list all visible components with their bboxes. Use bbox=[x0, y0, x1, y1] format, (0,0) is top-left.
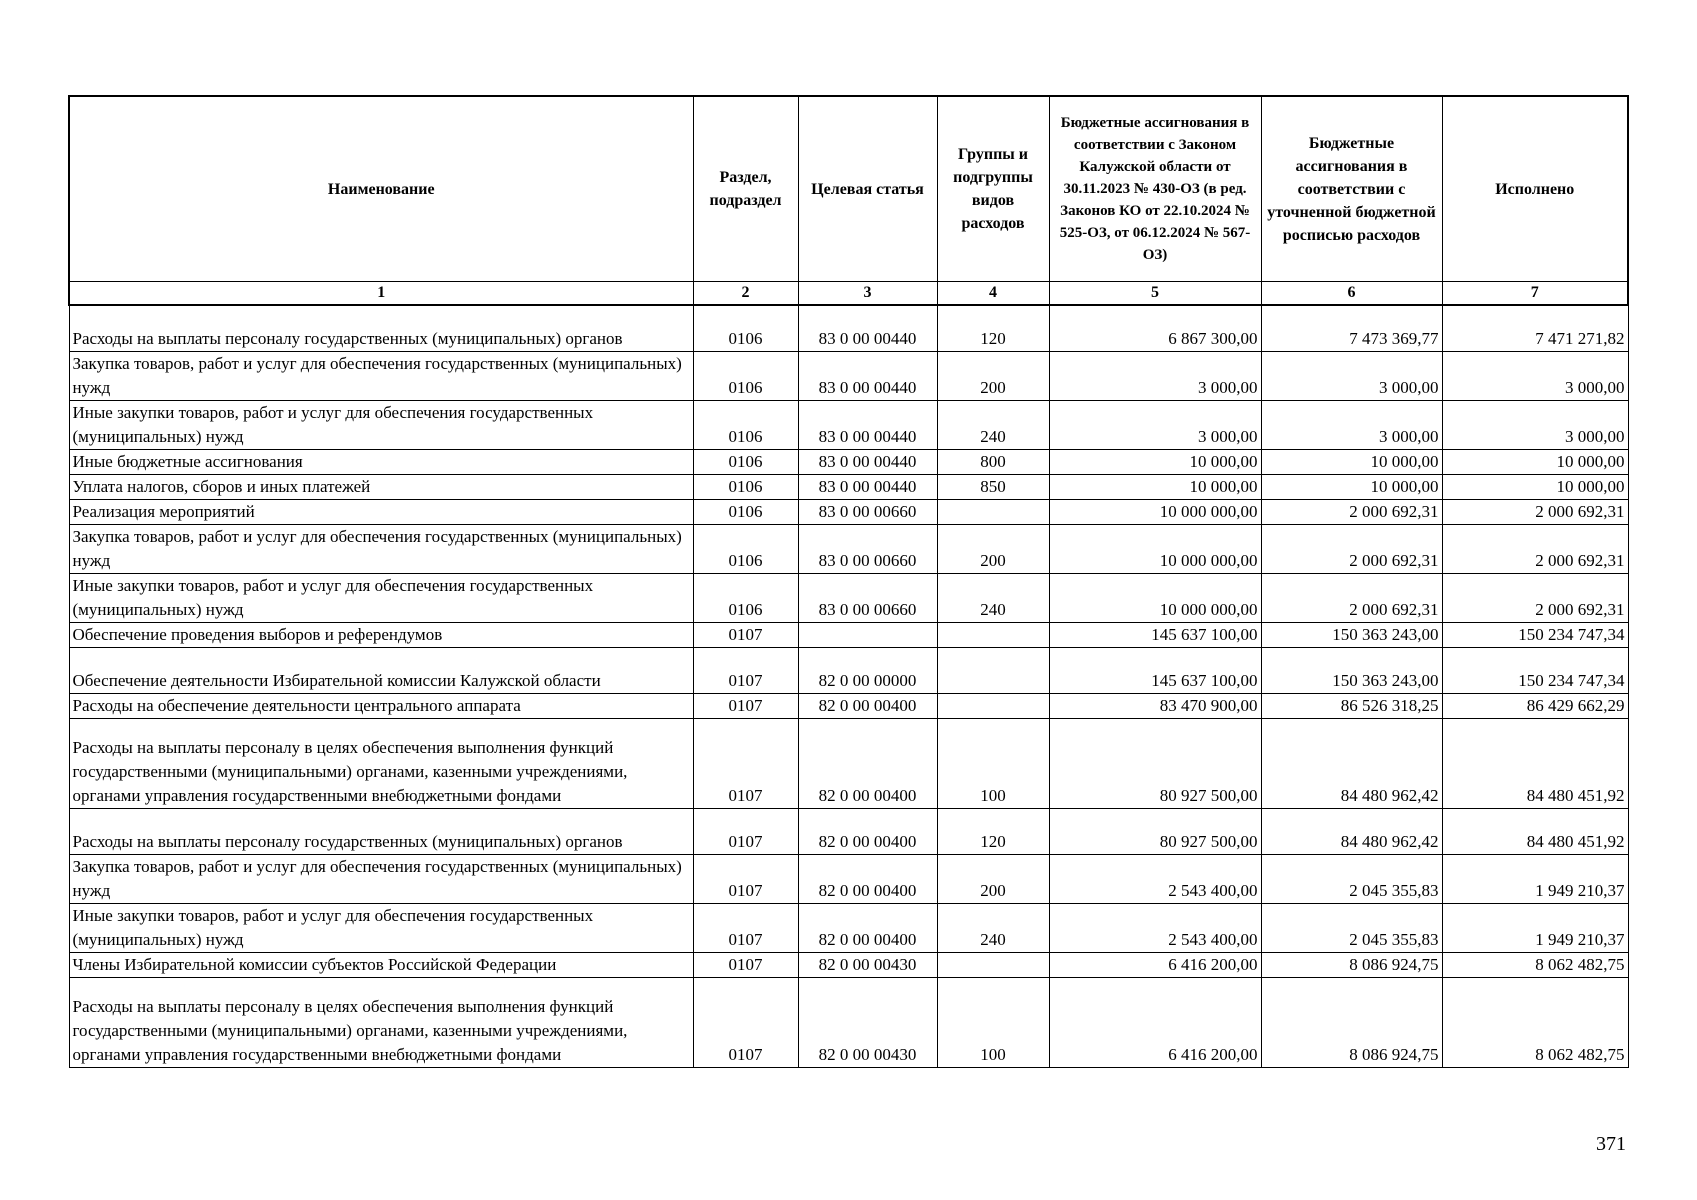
row-plan-amount: 150 363 243,00 bbox=[1261, 647, 1442, 693]
row-executed-amount: 3 000,00 bbox=[1442, 351, 1628, 400]
row-statya: 83 0 00 00660 bbox=[798, 573, 937, 622]
row-razdel: 0106 bbox=[693, 499, 798, 524]
column-number: 2 bbox=[693, 282, 798, 306]
table-body bbox=[69, 305, 1628, 1067]
row-statya: 82 0 00 00430 bbox=[798, 952, 937, 977]
row-law-amount: 6 416 200,00 bbox=[1049, 977, 1261, 1067]
row-law-amount: 83 470 900,00 bbox=[1049, 693, 1261, 718]
row-vid bbox=[937, 647, 1049, 693]
row-name: Иные закупки товаров, работ и услуг для обеспечения государственных (муниципальных) нужд bbox=[69, 400, 693, 449]
table-row bbox=[69, 903, 1628, 952]
column-number: 5 bbox=[1049, 282, 1261, 306]
row-name: Члены Избирательной комиссии субъектов Российской Федерации bbox=[69, 952, 693, 977]
row-plan-amount: 84 480 962,42 bbox=[1261, 808, 1442, 854]
table-row bbox=[69, 400, 1628, 449]
column-number-row bbox=[69, 282, 1628, 306]
row-razdel: 0107 bbox=[693, 808, 798, 854]
row-vid: 200 bbox=[937, 351, 1049, 400]
row-law-amount: 10 000,00 bbox=[1049, 449, 1261, 474]
row-razdel: 0107 bbox=[693, 718, 798, 808]
row-executed-amount: 2 000 692,31 bbox=[1442, 499, 1628, 524]
table-row bbox=[69, 351, 1628, 400]
header-vid: Группы и подгруппы видов расходов bbox=[937, 96, 1049, 282]
row-executed-amount: 2 000 692,31 bbox=[1442, 524, 1628, 573]
row-razdel: 0107 bbox=[693, 647, 798, 693]
row-statya: 83 0 00 00440 bbox=[798, 400, 937, 449]
row-statya: 82 0 00 00430 bbox=[798, 977, 937, 1067]
row-razdel: 0107 bbox=[693, 854, 798, 903]
row-executed-amount: 8 062 482,75 bbox=[1442, 977, 1628, 1067]
row-name: Обеспечение деятельности Избирательной комиссии Калужской области bbox=[69, 647, 693, 693]
row-vid: 100 bbox=[937, 977, 1049, 1067]
row-statya: 82 0 00 00400 bbox=[798, 718, 937, 808]
row-statya: 83 0 00 00440 bbox=[798, 474, 937, 499]
row-plan-amount: 8 086 924,75 bbox=[1261, 952, 1442, 977]
table-row bbox=[69, 647, 1628, 693]
row-vid: 120 bbox=[937, 305, 1049, 351]
row-plan-amount: 3 000,00 bbox=[1261, 400, 1442, 449]
row-razdel: 0106 bbox=[693, 400, 798, 449]
row-name: Расходы на выплаты персоналу государственных (муниципальных) органов bbox=[69, 808, 693, 854]
row-name: Расходы на выплаты персоналу в целях обеспечения выполнения функций государственными (муниципальными) органами, казенными учреждениями, органами управления государственными внебюджетными фондами bbox=[69, 718, 693, 808]
row-executed-amount: 1 949 210,37 bbox=[1442, 903, 1628, 952]
table-row bbox=[69, 808, 1628, 854]
table-row bbox=[69, 693, 1628, 718]
row-statya: 82 0 00 00400 bbox=[798, 854, 937, 903]
table-row bbox=[69, 499, 1628, 524]
row-plan-amount: 86 526 318,25 bbox=[1261, 693, 1442, 718]
header-plan-allocations: Бюджетные ассигнования в соответствии с уточненной бюджетной росписью расходов bbox=[1261, 96, 1442, 282]
row-plan-amount: 2 045 355,83 bbox=[1261, 903, 1442, 952]
row-statya: 82 0 00 00400 bbox=[798, 808, 937, 854]
row-executed-amount: 10 000,00 bbox=[1442, 474, 1628, 499]
row-statya: 83 0 00 00440 bbox=[798, 449, 937, 474]
row-statya: 82 0 00 00400 bbox=[798, 903, 937, 952]
table-row bbox=[69, 622, 1628, 647]
column-number: 6 bbox=[1261, 282, 1442, 306]
row-plan-amount: 10 000,00 bbox=[1261, 474, 1442, 499]
row-executed-amount: 7 471 271,82 bbox=[1442, 305, 1628, 351]
row-law-amount: 3 000,00 bbox=[1049, 400, 1261, 449]
row-executed-amount: 8 062 482,75 bbox=[1442, 952, 1628, 977]
header-law-allocations: Бюджетные ассигнования в соответствии с Законом Калужской области от 30.11.2023 № 430-ОЗ (в ред. Законов КО от 22.10.2024 № 525-ОЗ, от 06.12.2024 № 567-ОЗ) bbox=[1049, 96, 1261, 282]
row-razdel: 0107 bbox=[693, 622, 798, 647]
row-plan-amount: 7 473 369,77 bbox=[1261, 305, 1442, 351]
row-executed-amount: 150 234 747,34 bbox=[1442, 647, 1628, 693]
row-plan-amount: 2 000 692,31 bbox=[1261, 499, 1442, 524]
row-law-amount: 80 927 500,00 bbox=[1049, 808, 1261, 854]
header-executed: Исполнено bbox=[1442, 96, 1628, 282]
row-razdel: 0107 bbox=[693, 693, 798, 718]
table-row bbox=[69, 449, 1628, 474]
row-vid: 120 bbox=[937, 808, 1049, 854]
row-name: Реализация мероприятий bbox=[69, 499, 693, 524]
row-law-amount: 2 543 400,00 bbox=[1049, 854, 1261, 903]
row-vid: 240 bbox=[937, 573, 1049, 622]
row-executed-amount: 86 429 662,29 bbox=[1442, 693, 1628, 718]
row-vid: 200 bbox=[937, 854, 1049, 903]
row-law-amount: 145 637 100,00 bbox=[1049, 622, 1261, 647]
row-vid bbox=[937, 952, 1049, 977]
column-number: 7 bbox=[1442, 282, 1628, 306]
row-plan-amount: 10 000,00 bbox=[1261, 449, 1442, 474]
row-razdel: 0106 bbox=[693, 351, 798, 400]
row-law-amount: 80 927 500,00 bbox=[1049, 718, 1261, 808]
row-vid: 240 bbox=[937, 903, 1049, 952]
row-statya: 83 0 00 00440 bbox=[798, 351, 937, 400]
row-vid bbox=[937, 693, 1049, 718]
row-name: Иные закупки товаров, работ и услуг для обеспечения государственных (муниципальных) нужд bbox=[69, 573, 693, 622]
table-row bbox=[69, 854, 1628, 903]
table-row bbox=[69, 977, 1628, 1067]
row-plan-amount: 150 363 243,00 bbox=[1261, 622, 1442, 647]
row-name: Закупка товаров, работ и услуг для обеспечения государственных (муниципальных) нужд bbox=[69, 854, 693, 903]
row-law-amount: 2 543 400,00 bbox=[1049, 903, 1261, 952]
row-razdel: 0107 bbox=[693, 977, 798, 1067]
row-plan-amount: 84 480 962,42 bbox=[1261, 718, 1442, 808]
row-vid: 200 bbox=[937, 524, 1049, 573]
row-executed-amount: 1 949 210,37 bbox=[1442, 854, 1628, 903]
column-number: 3 bbox=[798, 282, 937, 306]
table-row bbox=[69, 524, 1628, 573]
page-number: 371 bbox=[1596, 1133, 1626, 1155]
row-plan-amount: 3 000,00 bbox=[1261, 351, 1442, 400]
row-law-amount: 10 000 000,00 bbox=[1049, 573, 1261, 622]
table-row bbox=[69, 305, 1628, 351]
row-vid: 100 bbox=[937, 718, 1049, 808]
row-name: Обеспечение проведения выборов и референдумов bbox=[69, 622, 693, 647]
row-vid bbox=[937, 499, 1049, 524]
row-razdel: 0107 bbox=[693, 903, 798, 952]
table-row bbox=[69, 474, 1628, 499]
row-vid: 240 bbox=[937, 400, 1049, 449]
row-executed-amount: 84 480 451,92 bbox=[1442, 808, 1628, 854]
row-name: Закупка товаров, работ и услуг для обеспечения государственных (муниципальных) нужд bbox=[69, 524, 693, 573]
header-statya: Целевая статья bbox=[798, 96, 937, 282]
row-law-amount: 3 000,00 bbox=[1049, 351, 1261, 400]
row-name: Расходы на выплаты персоналу в целях обеспечения выполнения функций государственными (муниципальными) органами, казенными учреждениями, органами управления государственными внебюджетными фондами bbox=[69, 977, 693, 1067]
row-razdel: 0106 bbox=[693, 474, 798, 499]
row-executed-amount: 2 000 692,31 bbox=[1442, 573, 1628, 622]
row-executed-amount: 3 000,00 bbox=[1442, 400, 1628, 449]
header-row bbox=[69, 96, 1628, 282]
row-name: Расходы на обеспечение деятельности центрального аппарата bbox=[69, 693, 693, 718]
table-row bbox=[69, 573, 1628, 622]
row-razdel: 0106 bbox=[693, 449, 798, 474]
column-number: 1 bbox=[69, 282, 693, 306]
row-name: Иные бюджетные ассигнования bbox=[69, 449, 693, 474]
row-plan-amount: 2 045 355,83 bbox=[1261, 854, 1442, 903]
row-plan-amount: 2 000 692,31 bbox=[1261, 524, 1442, 573]
row-vid: 850 bbox=[937, 474, 1049, 499]
table-row bbox=[69, 952, 1628, 977]
row-plan-amount: 2 000 692,31 bbox=[1261, 573, 1442, 622]
row-law-amount: 10 000,00 bbox=[1049, 474, 1261, 499]
row-vid bbox=[937, 622, 1049, 647]
row-statya: 83 0 00 00660 bbox=[798, 524, 937, 573]
row-razdel: 0106 bbox=[693, 524, 798, 573]
row-statya: 83 0 00 00440 bbox=[798, 305, 937, 351]
row-law-amount: 6 416 200,00 bbox=[1049, 952, 1261, 977]
row-statya: 82 0 00 00000 bbox=[798, 647, 937, 693]
row-razdel: 0106 bbox=[693, 573, 798, 622]
header-name: Наименование bbox=[69, 96, 693, 282]
row-statya: 83 0 00 00660 bbox=[798, 499, 937, 524]
row-executed-amount: 84 480 451,92 bbox=[1442, 718, 1628, 808]
row-name: Иные закупки товаров, работ и услуг для обеспечения государственных (муниципальных) нужд bbox=[69, 903, 693, 952]
row-statya bbox=[798, 622, 937, 647]
row-razdel: 0107 bbox=[693, 952, 798, 977]
row-law-amount: 6 867 300,00 bbox=[1049, 305, 1261, 351]
row-name: Расходы на выплаты персоналу государственных (муниципальных) органов bbox=[69, 305, 693, 351]
row-law-amount: 10 000 000,00 bbox=[1049, 524, 1261, 573]
header-razdel: Раздел, подраздел bbox=[693, 96, 798, 282]
column-number: 4 bbox=[937, 282, 1049, 306]
budget-table bbox=[68, 95, 1629, 1068]
row-executed-amount: 10 000,00 bbox=[1442, 449, 1628, 474]
row-law-amount: 10 000 000,00 bbox=[1049, 499, 1261, 524]
row-statya: 82 0 00 00400 bbox=[798, 693, 937, 718]
row-law-amount: 145 637 100,00 bbox=[1049, 647, 1261, 693]
row-plan-amount: 8 086 924,75 bbox=[1261, 977, 1442, 1067]
table-row bbox=[69, 718, 1628, 808]
row-executed-amount: 150 234 747,34 bbox=[1442, 622, 1628, 647]
row-vid: 800 bbox=[937, 449, 1049, 474]
row-name: Уплата налогов, сборов и иных платежей bbox=[69, 474, 693, 499]
row-name: Закупка товаров, работ и услуг для обеспечения государственных (муниципальных) нужд bbox=[69, 351, 693, 400]
row-razdel: 0106 bbox=[693, 305, 798, 351]
